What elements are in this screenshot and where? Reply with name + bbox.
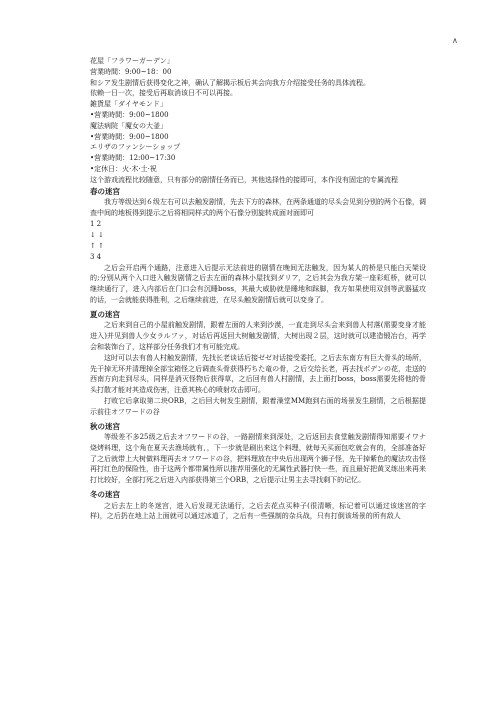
shop-flower-hours: 营業時間：9:00~18：00 — [90, 67, 172, 76]
statue-grid-row-3: ↑ ↑ — [90, 241, 104, 250]
shop-hospital-hours: •营業時間：9:00~1800 — [90, 132, 169, 141]
shop-general-name: 雑貨屋「ダイヤモンド」 — [90, 100, 167, 109]
shop-hospital-name: 魔法病院「魔女の大釜」 — [90, 121, 167, 130]
section-summer-title: 夏の迷宫 — [90, 309, 120, 319]
winter-paragraph-1: 之后去左上的冬迷宫，进入后发现无法通行，之后去花点买种子(很清晰，标记着可以通过该迷宫的字样)，之后扔在地上站上面就可以通过冰道了，之后有一些强制的杂兵战，只有打倒该场景的所有敌人 — [90, 501, 426, 521]
statue-grid-row-1: 1 2 — [90, 219, 102, 228]
summer-paragraph-2: 这时可以去有兽人村触发剧情，先找长老谈话后接ゼゼ对话接受委托，之后去东南方有巨大骨头的场所，先干掉无环并清理掉全部宝箱怪之后调查头骨获得朽ちた竜の骨，之后交给长老，再去找ポデンの花，走送的西南方向走到尽头，同样是消灭怪物后获得草，之后回有兽人村剧情，去上面打boss，boss需要先将他的骨头打散才能对其造成伤害，注意其核心的喷射攻击即可。 — [90, 353, 426, 395]
shop-flower-desc: 和シア发生剧情后获得变化之神，确认了解揭示板后其会向我方介绍接受任务的具体流程。 — [90, 78, 370, 87]
spring-paragraph-2: 之后会开启两个通路，注意进入后提示无法前进的剧情在晚间无法触发，因为某人的桥是只能白天架设的;分别从两个入口进入触发剧情之后去左面的森林小屋找到ダリア，之后其会为我方架一座彩虹桥，就可以继续通行了，进入内部后在门口会有沉睡boss，其最大威胁就是睡地和踩脚，我方如果使用双剑等武器猛攻的话，一会就能获得胜利，之后继续前进，在尽头触发剧情后就可以变身了。 — [90, 263, 426, 305]
summer-paragraph-1: 之后来到自己的小屋前触发剧情，跟着左面的人来到沙漠，一直走到尽头会来到兽人村落(需要变身才能进入)并见到兽人少女ラルファ，对话后再返回大树触发剧情，大树出现２层，这时就可以建造锻冶台，再学会和装饰台了，这样部分任务我们才有可能完成。 — [90, 321, 426, 351]
document-body — [90, 56, 426, 522]
statue-grid-row-2: ↓ ↓ — [90, 230, 104, 239]
shop-fancy-hours: •营業時間：12:00~17:30 — [90, 154, 176, 163]
spring-paragraph-1: 我方等级达到６级左右可以去触发剧情，先去下方的森林，在两条通道的尽头会见到分别的两个石像，调查中间的地板得到提示之后将相同样式的两个石像分别旋转成面对面即可 — [90, 198, 426, 217]
shop-general-hours: •营業時間：9:00~1800 — [90, 110, 169, 119]
summer-paragraph-3: 打败它后拿取第二块ORB，之后回大树发生剧情，跟着澡堂MM跑到右面的场景发生剧情，之后根据提示前往オフワードの谷 — [90, 396, 426, 416]
autumn-paragraph-1: 等级差不多25级之后去オフワードの谷，一路剧情来到深处，之后返回去食堂触发剧情得知需要イワナ烧烤料理，这个角在夏天去渔场就有，，下一步就是刷出来这个料理，就每天买面包吃就会有的，全部准备好了之后就带上大树做料理再去オフワードの谷，把料理放在中央后出现两个狮子怪，先干掉紫色的魔法攻击怪再打红色的保险性，由于这两个都带属性所以推荐用强化的无属性武器打快一些，而且最好把黄叉练出来再来打比较好，全部打死之后进入内部获得第三个ORB，之后提示让男主去寻找剩下的记忆。 — [90, 433, 426, 485]
section-winter-title: 冬の迷宫 — [90, 490, 120, 499]
intro-text: 这个游戏流程比较随意，只有部分的剧情任务而已，其他选择性的接即可，本作没有固定的专属流程 — [90, 175, 398, 184]
statue-grid-row-4: 3 4 — [90, 252, 102, 261]
shop-flower-note: 依赖一日一次，接受后再取消该日不可以再接。 — [90, 89, 237, 98]
section-autumn-title: 秋の迷宫 — [90, 421, 120, 431]
shop-fancy-holiday: •定休日：火·木·土·祝 — [90, 164, 157, 173]
shop-fancy-name: エリザのファンシーショップ — [90, 143, 181, 152]
page-corner-mark: ∧ — [452, 36, 458, 45]
shop-flower-name: 花屋「フラワーガーデン」 — [90, 57, 174, 65]
section-spring-title: 春の迷宫 — [90, 186, 120, 196]
